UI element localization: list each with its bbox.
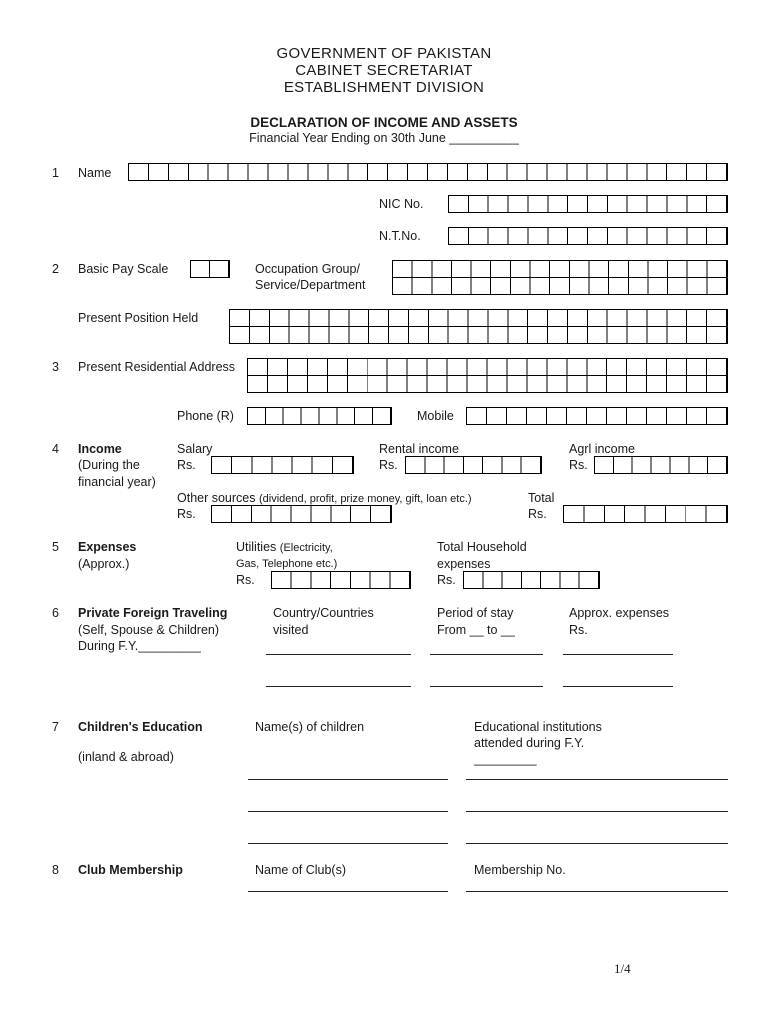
income-label: Income: [78, 442, 122, 456]
section-8-number: 8: [52, 863, 59, 877]
agrl-rs-label: Rs.: [569, 458, 588, 472]
basic-pay-scale-input-boxes[interactable]: [190, 260, 230, 278]
section-3-number: 3: [52, 360, 59, 374]
household-label-2: expenses: [437, 557, 491, 571]
present-position-label: Present Position Held: [78, 311, 199, 325]
residential-address-label: Present Residential Address: [78, 360, 236, 374]
expenses-input-line-2[interactable]: [563, 686, 673, 687]
income-sub-2: financial year): [78, 475, 156, 489]
mobile-label: Mobile: [417, 409, 454, 423]
children-name-line-3[interactable]: [248, 843, 448, 844]
address-input-row-1[interactable]: [247, 358, 728, 376]
institutions-label-1: Educational institutions: [474, 720, 602, 734]
children-education-sub: (inland & abroad): [78, 750, 174, 764]
salary-rs-label: Rs.: [177, 458, 196, 472]
utilities-rs-label: Rs.: [236, 573, 255, 587]
approx-expenses-label-1: Approx. expenses: [569, 606, 670, 620]
institution-line-3[interactable]: [466, 843, 728, 844]
income-sub-1: (During the: [78, 458, 140, 472]
form-subtitle: Financial Year Ending on 30th June __________: [249, 131, 519, 145]
institutions-label-3: _________: [474, 752, 537, 766]
period-input-line-1[interactable]: [430, 654, 543, 655]
period-label-2: From __ to __: [437, 623, 515, 637]
section-7-number: 7: [52, 720, 59, 734]
nic-input-boxes[interactable]: [448, 195, 728, 213]
section-5-number: 5: [52, 540, 59, 554]
children-education-label: Children's Education: [78, 720, 203, 734]
period-input-line-2[interactable]: [430, 686, 543, 687]
utilities-input-boxes[interactable]: [271, 571, 411, 589]
present-position-input-row-1[interactable]: [229, 309, 728, 327]
name-input-boxes[interactable]: [128, 163, 728, 181]
rental-rs-label: Rs.: [379, 458, 398, 472]
household-rs-label: Rs.: [437, 573, 456, 587]
name-label: Name: [78, 166, 112, 180]
utilities-label: [236, 539, 333, 556]
nic-label: NIC No.: [379, 197, 424, 211]
period-label-1: Period of stay: [437, 606, 514, 620]
children-name-line-1[interactable]: [248, 779, 448, 780]
header-line-3: ESTABLISHMENT DIVISION: [283, 79, 485, 96]
children-names-label: Name(s) of children: [255, 720, 365, 734]
total-label: Total: [528, 491, 555, 505]
occupation-group-input-row-1[interactable]: [392, 260, 728, 278]
utilities-detail-1: (Electricity,: [279, 542, 333, 554]
agrl-income-label: Agrl income: [569, 442, 635, 456]
club-name-line[interactable]: [248, 891, 448, 892]
form-title: DECLARATION OF INCOME AND ASSETS: [250, 115, 518, 130]
membership-no-line[interactable]: [466, 891, 728, 892]
household-expenses-input-boxes[interactable]: [463, 571, 600, 589]
basic-pay-scale-label: Basic Pay Scale: [78, 262, 169, 276]
total-rs-label: Rs.: [528, 507, 547, 521]
utilities-text: Utilities: [236, 540, 277, 554]
salary-label: Salary: [177, 442, 213, 456]
occupation-group-input-row-2[interactable]: [392, 277, 728, 295]
country-input-line-1[interactable]: [266, 654, 411, 655]
expenses-input-line-1[interactable]: [563, 654, 673, 655]
header-line-2: CABINET SECRETARIAT: [295, 62, 473, 79]
country-label-2: visited: [273, 623, 309, 637]
foreign-traveling-sub-2: During F.Y._________: [78, 639, 201, 653]
present-position-input-row-2[interactable]: [229, 326, 728, 344]
institutions-label-2: attended during F.Y.: [474, 736, 585, 750]
expenses-label: Expenses: [78, 540, 137, 554]
other-rs-label: Rs.: [177, 507, 196, 521]
page-number: 1/4: [614, 961, 631, 976]
country-input-line-2[interactable]: [266, 686, 411, 687]
rental-income-label: Rental income: [379, 442, 459, 456]
agrl-income-input-boxes[interactable]: [594, 456, 728, 474]
institution-line-1[interactable]: [466, 779, 728, 780]
phone-input-boxes[interactable]: [247, 407, 392, 425]
household-label-1: Total Household: [437, 540, 527, 554]
other-sources-input-boxes[interactable]: [211, 505, 392, 523]
club-name-label: Name of Club(s): [255, 863, 346, 877]
salary-input-boxes[interactable]: [211, 456, 354, 474]
mobile-input-boxes[interactable]: [466, 407, 728, 425]
section-4-number: 4: [52, 442, 59, 456]
rental-income-input-boxes[interactable]: [405, 456, 542, 474]
foreign-traveling-label: Private Foreign Traveling: [78, 606, 228, 620]
phone-label: Phone (R): [177, 409, 234, 423]
approx-expenses-label-2: Rs.: [569, 623, 588, 637]
other-sources-text: Other sources: [177, 491, 256, 505]
ntn-input-boxes[interactable]: [448, 227, 728, 245]
address-input-row-2[interactable]: [247, 375, 728, 393]
section-6-number: 6: [52, 606, 59, 620]
club-membership-label: Club Membership: [78, 863, 183, 877]
other-sources-detail: (dividend, profit, prize money, gift, loan etc.): [259, 493, 472, 505]
foreign-traveling-sub-1: (Self, Spouse & Children): [78, 623, 220, 637]
section-2-number: 2: [52, 262, 59, 276]
children-name-line-2[interactable]: [248, 811, 448, 812]
utilities-detail-2: Gas, Telephone etc.): [236, 558, 338, 570]
section-1-number: 1: [52, 166, 59, 180]
membership-no-label: Membership No.: [474, 863, 566, 877]
occupation-group-label-2: Service/Department: [255, 278, 366, 292]
total-income-input-boxes[interactable]: [563, 505, 728, 523]
occupation-group-label-1: Occupation Group/: [255, 262, 360, 276]
header-line-1: GOVERNMENT OF PAKISTAN: [276, 45, 492, 62]
institution-line-2[interactable]: [466, 811, 728, 812]
country-label-1: Country/Countries: [273, 606, 374, 620]
expenses-sub: (Approx.): [78, 557, 130, 571]
ntn-label: N.T.No.: [379, 229, 421, 243]
